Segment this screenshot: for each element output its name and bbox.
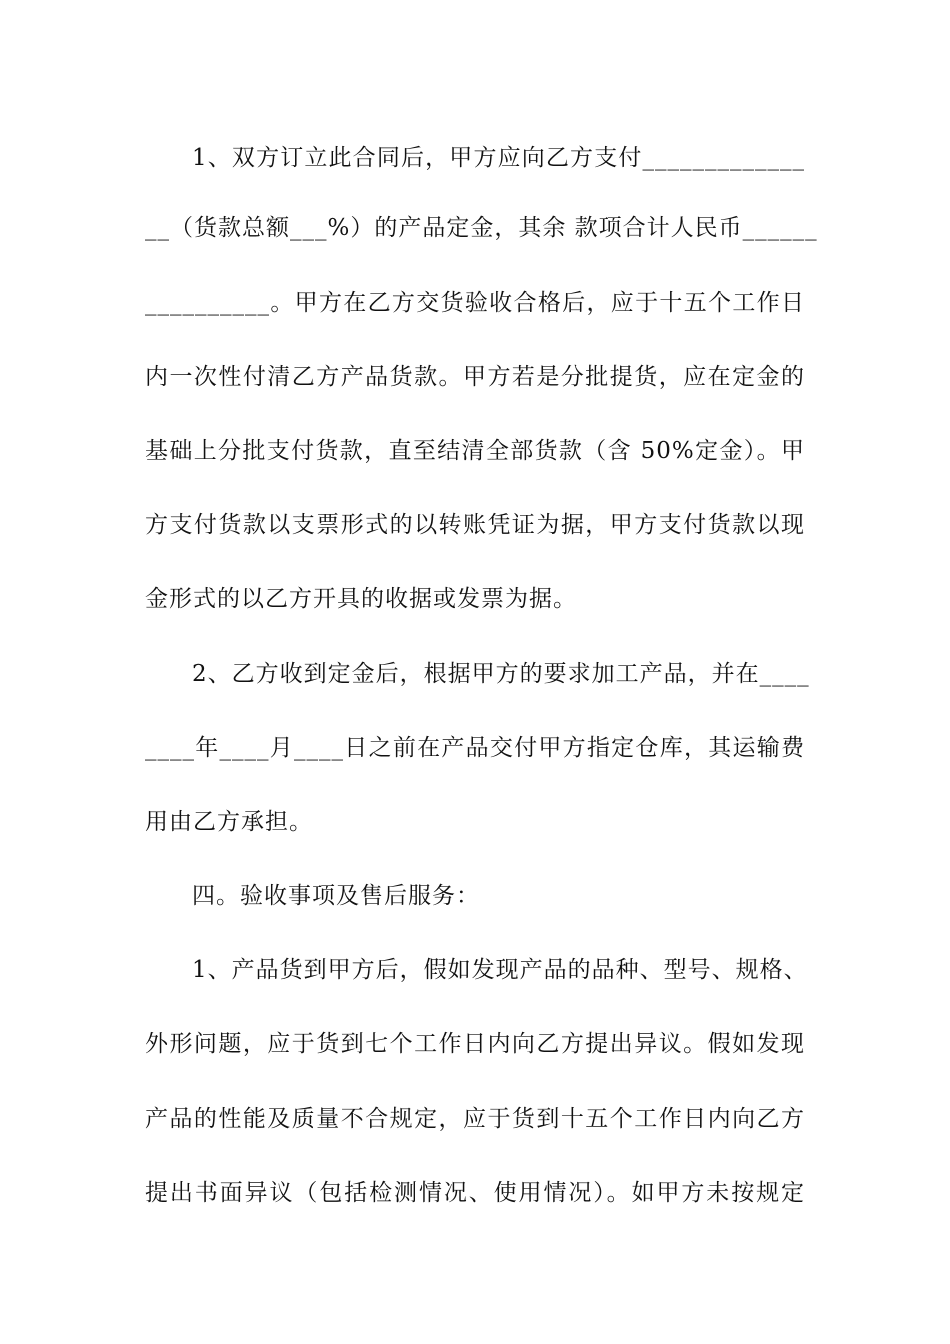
paragraph-line: 金形式的以乙方开具的收据或发票为据。	[145, 586, 577, 612]
paragraph-line: 内一次性付清乙方产品货款。甲方若是分批提货，应在定金的	[145, 364, 805, 390]
paragraph-line: 1、双方订立此合同后，甲方应向乙方支付_____________	[192, 145, 805, 171]
paragraph-line: 产品的性能及质量不合规定，应于货到十五个工作日内向乙方	[145, 1106, 805, 1132]
paragraph-line: 1、产品货到甲方后，假如发现产品的品种、型号、规格、	[192, 957, 808, 983]
paragraph-line: 用由乙方承担。	[145, 809, 313, 835]
paragraph-line: ____年____月____日之前在产品交付甲方指定仓库，其运输费	[145, 735, 805, 761]
paragraph-line: 基础上分批支付货款，直至结清全部货款（含 50%定金）。甲	[145, 438, 805, 464]
paragraph-line: 提出书面异议（包括检测情况、使用情况）。如甲方未按规定	[145, 1180, 805, 1206]
paragraph-line: 外形问题，应于货到七个工作日内向乙方提出异议。假如发现	[145, 1031, 805, 1057]
paragraph-line: __________。甲方在乙方交货验收合格后，应于十五个工作日	[145, 290, 805, 316]
section-heading: 四。验收事项及售后服务：	[192, 883, 480, 909]
paragraph-line: 方支付货款以支票形式的以转账凭证为据，甲方支付货款以现	[145, 512, 805, 538]
paragraph-line: __（货款总额___%）的产品定金，其余 款项合计人民币______	[145, 215, 818, 241]
paragraph-line: 2、乙方收到定金后，根据甲方的要求加工产品，并在____	[192, 661, 810, 687]
